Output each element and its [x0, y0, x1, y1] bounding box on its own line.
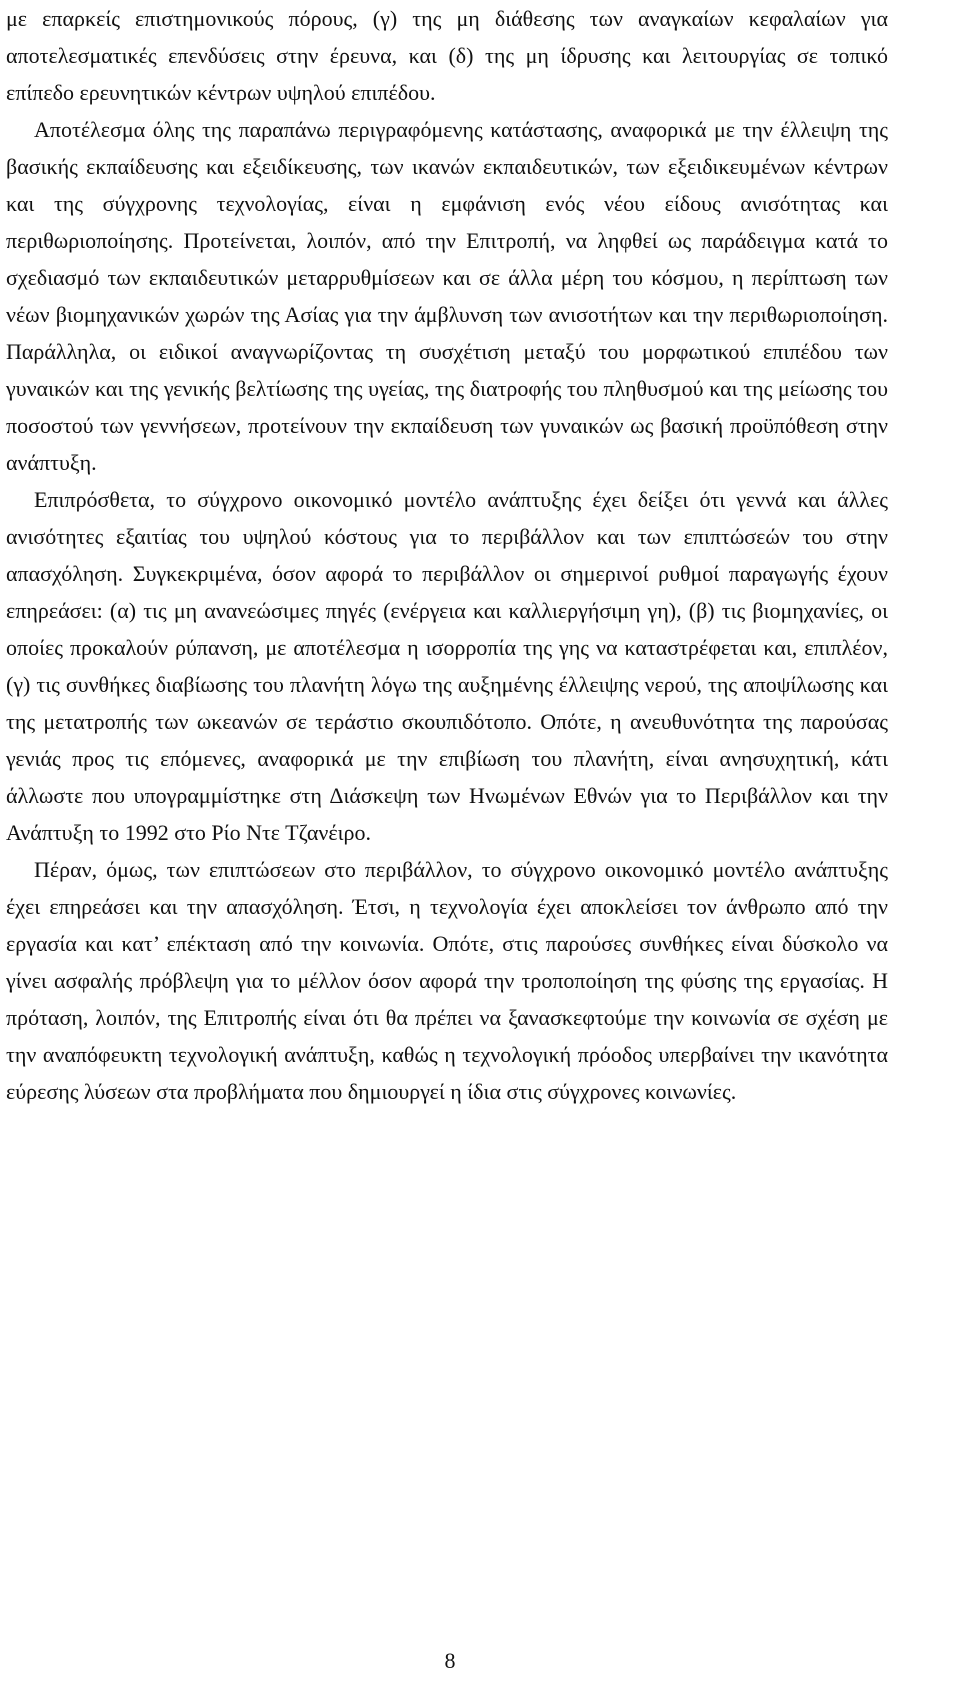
- paragraph: Πέραν, όμως, των επιπτώσεων στο περιβάλλον, το σύγχρονο οικονομικό μοντέλο ανάπτυξης έχει επηρεάσει και την απασχόληση. Έτσι, η τεχνολογία έχει αποκλείσει τον άνθρωπο από την εργασία και κατ’ επέκταση από την κοινωνία. Οπότε, στις παρούσες συνθήκες είναι δύσκολο να γίνει ασφαλής πρόβλεψη για το μέλλον όσον αφορά την τροποποίηση της φύσης της εργασίας. Η πρόταση, λοιπόν, της Επιτροπής είναι ότι θα πρέπει να ξανασκεφτούμε την κοινωνία σε σχέση με την αναπόφευκτη τεχνολογική ανάπτυξη, καθώς η τεχνολογική πρόοδος υπερβαίνει την ικανότητα εύρεσης λύσεων στα προβλήματα που δημιουργεί η ίδια στις σύγχρονες κοινωνίες.: [6, 857, 888, 1104]
- paragraph: Αποτέλεσμα όλης της παραπάνω περιγραφόμενης κατάστασης, αναφορικά με την έλλειψη της βασικής εκπαίδευσης και εξειδίκευσης, των ικανών εκπαιδευτικών, των εξειδικευμένων κέντρων και της σύγχρονης τεχνολογίας, είναι η εμφάνιση ενός νέου είδους ανισότητας και περιθωριοποίησης. Προτείνεται, λοιπόν, από την Επιτροπή, να ληφθεί ως παράδειγμα κατά το σχεδιασμό των εκπαιδευτικών μεταρρυθμίσεων και σε άλλα μέρη του κόσμου, η περίπτωση των νέων βιομηχανικών χωρών της Ασίας για την άμβλυνση των ανισοτήτων και την περιθωριοποίηση. Παράλληλα, οι ειδικοί αναγνωρίζοντας τη συσχέτιση μεταξύ του μορφωτικού επιπέδου των γυναικών και της γενικής βελτίωσης της υγείας, της διατροφής του πληθυσμού και της μείωσης του ποσοστού των γεννήσεων, προτείνουν την εκπαίδευση των γυναικών ως βασική προϋπόθεση στην ανάπτυξη.: [6, 117, 888, 475]
- page-number: 8: [444, 1648, 456, 1673]
- paragraph: Επιπρόσθετα, το σύγχρονο οικονομικό μοντέλο ανάπτυξης έχει δείξει ότι γεννά και άλλες ανισότητες εξαιτίας του υψηλού κόστους για το περιβάλλον και των επιπτώσεών του στην απασχόληση. Συγκεκριμένα, όσον αφορά το περιβάλλον οι σημερινοί ρυθμοί παραγωγής έχουν επηρεάσει: (α) τις μη ανανεώσιμες πηγές (ενέργεια και καλλιεργήσιμη γη), (β) τις βιομηχανίες, οι οποίες προκαλούν ρύπανση, με αποτέλεσμα η ισορροπία της γης να καταστρέφεται και, επιπλέον, (γ) τις συνθήκες διαβίωσης του πλανήτη λόγω της αυξημένης έλλειψης νερού, της αποψίλωσης και της μετατροπής των ωκεανών σε τεράστιο σκουπιδότοπο. Οπότε, η ανευθυνότητα της παρούσας γενιάς προς τις επόμενες, αναφορικά με την επιβίωση του πλανήτη, είναι ανησυχητική, κάτι άλλωστε που υπογραμμίστηκε στη Διάσκεψη των Ηνωμένων Εθνών για το Περιβάλλον και την Ανάπτυξη το 1992 στο Ρίο Ντε Τζανέιρο.: [6, 487, 888, 845]
- paragraph: με επαρκείς επιστημονικούς πόρους, (γ) της μη διάθεσης των αναγκαίων κεφαλαίων για αποτελεσματικές επενδύσεις στην έρευνα, και (δ) της μη ίδρυσης και λειτουργίας σε τοπικό επίπεδο ερευνητικών κέντρων υψηλού επιπέδου.: [6, 6, 888, 105]
- document-body: [6, 0, 888, 1110]
